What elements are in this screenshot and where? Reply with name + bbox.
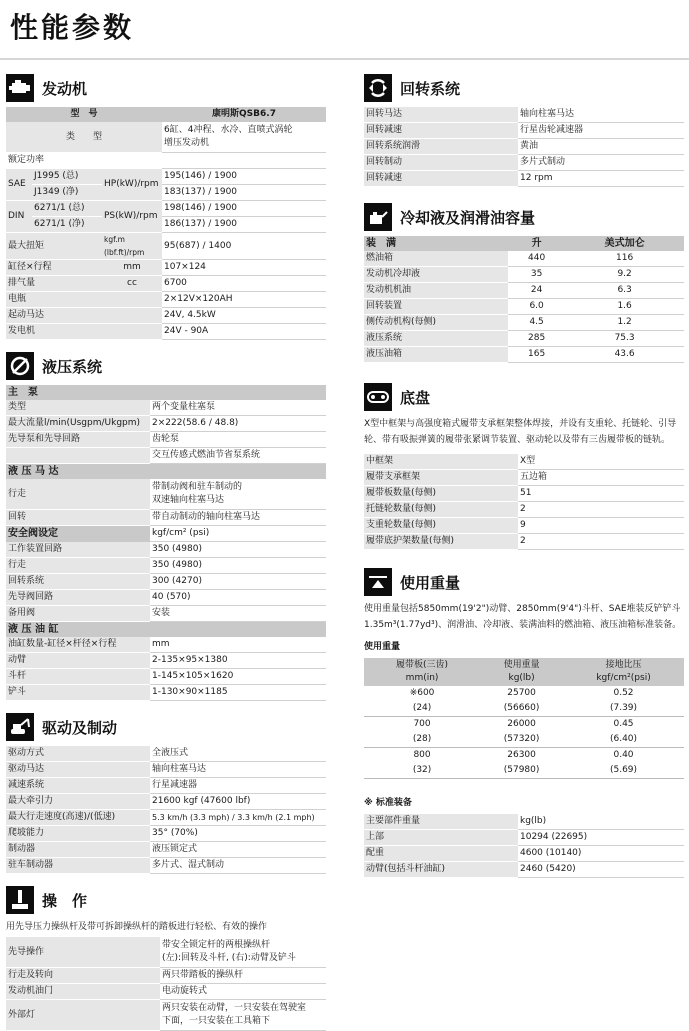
row-label — [6, 448, 150, 464]
table-row — [6, 292, 326, 308]
col-header: 升 — [508, 236, 565, 251]
row-label: 动臂 — [6, 653, 150, 669]
hp-unit: HP(kW)/rpm — [102, 169, 162, 201]
table-row — [6, 685, 326, 701]
shoe-width: 800 — [413, 750, 431, 760]
row-value: 300 (4270) — [150, 574, 326, 590]
table-row — [364, 107, 684, 123]
row-value: 齿轮泵 — [150, 432, 326, 448]
row-value: X型 — [518, 454, 684, 470]
row-value — [160, 937, 326, 968]
row-value: 轴向柱塞马达 — [150, 762, 326, 778]
table-row — [364, 267, 684, 283]
row-value-line-1: 两只安装在动臂，一只安装在驾驶室 — [162, 1003, 307, 1013]
row-label: 起动马达 — [6, 308, 162, 324]
table-row — [364, 347, 684, 363]
row-value-line-1: 带制动阀和驻车制动的 — [152, 482, 243, 492]
table-row — [6, 217, 326, 233]
weight-icon — [364, 568, 392, 596]
col-header-line-2: kgf/cm²(psi) — [596, 673, 651, 683]
model-label: 型 号 — [6, 107, 162, 122]
standard-equipment-heading: ※ 标准装备 — [364, 798, 412, 808]
engine-header-row — [6, 107, 326, 122]
row-label: 行走 — [6, 558, 150, 574]
row-label: 侧传动机构(每侧) — [364, 315, 508, 331]
row-label: 排气量 — [6, 276, 102, 292]
table-row — [6, 842, 326, 858]
row-label: 最大行走速度(高速)/(低速) — [6, 810, 150, 826]
row-value: 1-145×105×1620 — [150, 669, 326, 685]
right-column — [364, 74, 684, 878]
row-liters: 35 — [508, 267, 565, 283]
hydraulic-section-header — [6, 352, 326, 380]
sae-label: SAE — [6, 169, 32, 201]
col-header — [364, 658, 480, 686]
din-gross-label: 6271/1 (总) — [32, 201, 102, 217]
row-value: 24V - 90A — [162, 324, 326, 340]
row-label: 中框架 — [364, 454, 518, 470]
row-value: 350 (4980) — [150, 558, 326, 574]
row-value: 带自动制动的轴向柱塞马达 — [150, 510, 326, 526]
engine-type-line-2: 增压发动机 — [164, 138, 210, 148]
table-row — [6, 542, 326, 558]
standard-weight-table — [364, 814, 684, 878]
table-row — [6, 400, 326, 416]
row-label: 液压油箱 — [364, 347, 508, 363]
table-row — [6, 276, 326, 292]
row-label: 先导阀回路 — [6, 590, 150, 606]
row-label: 履带板数量(每侧) — [364, 486, 518, 502]
table-row — [6, 153, 326, 169]
row-value: 轴向柱塞马达 — [518, 107, 684, 123]
row-label: 回转减速 — [364, 123, 518, 139]
row-value: 两只带踏板的操纵杆 — [160, 968, 326, 984]
row-value: 10294 (22695) — [518, 830, 684, 846]
table-row — [364, 251, 684, 267]
row-liters: 24 — [508, 283, 565, 299]
row-label: 最大流量l/min(Usgpm/Ukgpm) — [6, 416, 150, 432]
operation-section-header — [6, 886, 326, 914]
row-value: 95(687) / 1400 — [162, 233, 326, 260]
table-row — [6, 762, 326, 778]
row-unit: mm — [102, 260, 162, 276]
table-row — [364, 171, 684, 187]
col-header-line-1: 接地比压 — [605, 660, 642, 670]
row-gallons: 1.2 — [565, 315, 684, 331]
table-row — [364, 862, 684, 878]
table-row — [364, 717, 684, 733]
operation-table — [6, 937, 326, 1031]
row-label: 油缸数量-缸径×杆径×行程 — [6, 637, 150, 653]
operating-weight: (57980) — [503, 765, 540, 775]
ground-pressure: (5.69) — [609, 765, 638, 775]
col-header-line-1: 履带板(三齿) — [396, 660, 449, 670]
table-row — [6, 574, 326, 590]
row-value-line-2: (左):回转及斗杆, (右):动臂及铲斗 — [162, 953, 296, 963]
table-row — [6, 653, 326, 669]
oil-can-icon — [364, 203, 392, 231]
ground-pressure: 0.40 — [613, 750, 634, 760]
table-row — [6, 510, 326, 526]
table-row — [6, 984, 326, 1000]
din-net-value: 186(137) / 1900 — [162, 217, 326, 233]
engine-section-header — [6, 74, 326, 102]
table-row — [364, 315, 684, 331]
row-value: 2×12V×120AH — [162, 292, 326, 308]
capacity-title: 冷却液及润滑油容量 — [400, 208, 536, 227]
drive-title: 驱动及制动 — [42, 718, 118, 737]
row-value: 107×124 — [162, 260, 326, 276]
hydraulic-table — [6, 385, 326, 701]
model-value: 康明斯QSB6.7 — [162, 107, 326, 122]
table-row — [364, 701, 684, 717]
table-row — [6, 826, 326, 842]
cylinder-head: 液 压 油 缸 — [6, 622, 326, 638]
ground-pressure: 0.45 — [613, 719, 634, 729]
shoe-width: (28) — [412, 734, 432, 744]
ground-pressure: (6.40) — [609, 734, 638, 744]
weight-description: 使用重量包括5850mm(19'2")动臂、2850mm(9'4")斗杆、SAE堆装反铲铲斗1.35m³(1.77yd³)、润滑油、冷却液、装满油料的燃油箱、液压油箱标准装备。 — [364, 604, 682, 630]
din-label: DIN — [6, 201, 32, 233]
din-gross-value: 198(146) / 1900 — [162, 201, 326, 217]
table-row — [364, 732, 684, 748]
row-liters: 4.5 — [508, 315, 565, 331]
engine-icon — [6, 74, 34, 102]
row-value: 1-130×90×1185 — [150, 685, 326, 701]
row-label: 回转装置 — [364, 299, 508, 315]
joystick-icon — [6, 886, 34, 914]
row-label: 先导泵和先导回路 — [6, 432, 150, 448]
table-row — [364, 686, 684, 701]
engine-type-value — [162, 122, 326, 153]
row-label: 驻车制动器 — [6, 858, 150, 874]
j1995-label: J1995 (总) — [32, 169, 102, 185]
table-row — [364, 518, 684, 534]
row-label: 减速系统 — [6, 778, 150, 794]
din-net-label: 6271/1 (净) — [32, 217, 102, 233]
row-value: 多片式、湿式制动 — [150, 858, 326, 874]
row-label: 动臂(包括斗杆油缸) — [364, 862, 518, 878]
chassis-section-header — [364, 383, 684, 411]
shoe-width: ※600 — [409, 688, 435, 698]
row-label: 履带底护架数量(每侧) — [364, 534, 518, 550]
table-row — [6, 416, 326, 432]
table-row — [6, 968, 326, 984]
track-icon — [364, 383, 392, 411]
row-value: 交互传感式燃油节省泵系统 — [150, 448, 326, 464]
drive-table — [6, 746, 326, 874]
rated-power-label: 额定功率 — [6, 153, 162, 169]
row-gallons: 43.6 — [565, 347, 684, 363]
engine-table — [6, 107, 326, 340]
row-label: 缸径×行程 — [6, 260, 102, 276]
capacity-section-header — [364, 203, 684, 231]
capacity-table — [364, 236, 684, 363]
weight-section-header — [364, 568, 684, 596]
j1349-label: J1349 (净) — [32, 185, 102, 201]
row-label: 最大扭矩 — [6, 233, 102, 260]
row-value: 40 (570) — [150, 590, 326, 606]
row-label: 主要部件重量 — [364, 814, 518, 830]
ground-pressure: 0.52 — [613, 688, 634, 698]
row-value: 35° (70%) — [150, 826, 326, 842]
row-liters: 285 — [508, 331, 565, 347]
row-value-line-2: 双速轴向柱塞马达 — [152, 495, 225, 505]
rotate-icon — [364, 74, 392, 102]
row-gallons: 116 — [565, 251, 684, 267]
col-header-line-1: 使用重量 — [503, 660, 540, 670]
row-gallons: 75.3 — [565, 331, 684, 347]
col-header-line-2: mm(in) — [405, 673, 439, 683]
row-value: 行星齿轮减速器 — [518, 123, 684, 139]
table-subheader — [6, 464, 326, 480]
table-row — [364, 534, 684, 550]
table-row — [6, 637, 326, 653]
row-value: 5.3 km/h (3.3 mph) / 3.3 km/h (2.1 mph) — [150, 810, 326, 826]
table-row — [6, 324, 326, 340]
row-value-line-2: 下面，一只安装在工具箱下 — [162, 1016, 271, 1026]
table-row — [6, 669, 326, 685]
table-row — [6, 448, 326, 464]
row-label: 制动器 — [6, 842, 150, 858]
shoe-width: 700 — [413, 719, 431, 729]
row-value: 9 — [518, 518, 684, 534]
col-header: 美式加仑 — [565, 236, 684, 251]
table-row — [6, 122, 326, 153]
table-row — [6, 201, 326, 217]
table-row — [6, 794, 326, 810]
row-value: 2 — [518, 534, 684, 550]
row-value: 6700 — [162, 276, 326, 292]
row-value — [160, 1000, 326, 1031]
table-row — [6, 479, 326, 510]
operation-intro: 用先导压力操纵杆及带可拆卸操纵杆的踏板进行轻松、有效的操作 — [6, 922, 268, 932]
table-row — [6, 606, 326, 622]
row-value: 多片式制动 — [518, 155, 684, 171]
table-row — [364, 846, 684, 862]
engine-type-label: 类 型 — [6, 122, 162, 153]
operating-weight: 26000 — [507, 719, 536, 729]
row-liters: 6.0 — [508, 299, 565, 315]
row-label: 回转 — [6, 510, 150, 526]
left-column — [6, 74, 326, 1031]
row-label: 电瓶 — [6, 292, 162, 308]
swing-table — [364, 107, 684, 187]
hydraulic-icon — [6, 352, 34, 380]
weight-subheading: 使用重量 — [364, 642, 401, 652]
table-row — [364, 470, 684, 486]
weight-table — [364, 658, 684, 779]
row-value: 12 rpm — [518, 171, 684, 187]
row-label: 发动机油门 — [6, 984, 160, 1000]
table-row — [364, 830, 684, 846]
table-row — [6, 169, 326, 185]
shoe-width: (24) — [412, 703, 432, 713]
table-row — [6, 937, 326, 968]
row-label: 回转马达 — [364, 107, 518, 123]
operating-weight: 26300 — [507, 750, 536, 760]
page-title: 性能参数 — [10, 11, 135, 44]
col-header — [480, 658, 563, 686]
row-value: 五边箱 — [518, 470, 684, 486]
row-label: 回转系统 — [6, 574, 150, 590]
table-row — [6, 233, 326, 260]
row-label: 上部 — [364, 830, 518, 846]
row-label: 燃油箱 — [364, 251, 508, 267]
table-row — [364, 139, 684, 155]
row-label: 发动机冷却液 — [364, 267, 508, 283]
table-subheader — [6, 526, 326, 542]
col-header: 装 满 — [364, 236, 508, 251]
chassis-table — [364, 454, 684, 550]
row-unit: kgf.m (lbf.ft)/rpm — [102, 233, 162, 260]
row-value: 21600 kgf (47600 lbf) — [150, 794, 326, 810]
table-row — [364, 123, 684, 139]
row-label: 回转减速 — [364, 171, 518, 187]
row-value: 两个变量柱塞泵 — [150, 400, 326, 416]
row-label: 发电机 — [6, 324, 162, 340]
operating-weight: 25700 — [507, 688, 536, 698]
table-row — [364, 763, 684, 779]
row-label: 液压系统 — [364, 331, 508, 347]
hydraulic-title: 液压系统 — [42, 357, 103, 376]
row-label: 驱动方式 — [6, 746, 150, 762]
row-value: 2460 (5420) — [518, 862, 684, 878]
table-row — [364, 486, 684, 502]
table-row — [6, 778, 326, 794]
row-label: 托链轮数量(每侧) — [364, 502, 518, 518]
row-value: 安装 — [150, 606, 326, 622]
row-label: 铲斗 — [6, 685, 150, 701]
row-value: 2-135×95×1380 — [150, 653, 326, 669]
col-header — [563, 658, 684, 686]
j1349-value: 183(137) / 1900 — [162, 185, 326, 201]
table-row — [6, 558, 326, 574]
engine-title: 发动机 — [42, 79, 88, 98]
table-row — [6, 810, 326, 826]
row-label: 履带支承框架 — [364, 470, 518, 486]
row-gallons: 9.2 — [565, 267, 684, 283]
table-row — [6, 590, 326, 606]
pump-head: 主 泵 — [6, 385, 326, 400]
title-divider — [0, 58, 689, 60]
row-value: 黄油 — [518, 139, 684, 155]
row-value: 350 (4980) — [150, 542, 326, 558]
row-label: 类型 — [6, 400, 150, 416]
swing-title: 回转系统 — [400, 79, 461, 98]
table-row — [6, 308, 326, 324]
row-liters: 165 — [508, 347, 565, 363]
engine-type-line-1: 6缸、4冲程、水冷、直喷式涡轮 — [164, 125, 293, 135]
row-label: 工作装置回路 — [6, 542, 150, 558]
row-value: 4600 (10140) — [518, 846, 684, 862]
table-subheader — [6, 385, 326, 400]
row-value: mm — [150, 637, 326, 653]
motor-head: 液 压 马 达 — [6, 464, 326, 480]
operating-weight: (56660) — [503, 703, 540, 713]
row-label: 回转系统润滑 — [364, 139, 518, 155]
row-gallons: 1.6 — [565, 299, 684, 315]
table-row — [6, 260, 326, 276]
row-unit: cc — [102, 276, 162, 292]
chassis-description: X型中框架与高强度箱式履带支承框架整体焊接，并设有支重轮、托链轮、引导轮、带有吸振弹簧的履带张紧调节装置、驱动轮以及带有三齿履带板的链轨。 — [364, 419, 677, 445]
row-value-line-1: 带安全锁定杆的两根操纵杆 — [162, 940, 271, 950]
ps-unit: PS(kW)/rpm — [102, 201, 162, 233]
capacity-header-row — [364, 236, 684, 251]
row-label: 外部灯 — [6, 1000, 160, 1031]
row-value: 2×222(58.6 / 48.8) — [150, 416, 326, 432]
chassis-title: 底盘 — [400, 388, 431, 407]
table-row — [364, 454, 684, 470]
table-row — [6, 432, 326, 448]
col-header-line-2: kg(lb) — [508, 673, 535, 683]
row-label: 行走 — [6, 479, 150, 510]
row-value: 24V, 4.5kW — [162, 308, 326, 324]
table-row — [364, 299, 684, 315]
weight-header-row — [364, 658, 684, 686]
j1995-value: 195(146) / 1900 — [162, 169, 326, 185]
row-label: 配重 — [364, 846, 518, 862]
row-value — [150, 479, 326, 510]
table-row — [6, 185, 326, 201]
valve-head: 安全阀设定 — [6, 526, 150, 542]
table-row — [364, 283, 684, 299]
row-label: 支重轮数量(每侧) — [364, 518, 518, 534]
drive-section-header — [6, 713, 326, 741]
table-row — [6, 746, 326, 762]
swing-section-header — [364, 74, 684, 102]
row-label: 先导操作 — [6, 937, 160, 968]
row-label: 驱动马达 — [6, 762, 150, 778]
table-row — [364, 155, 684, 171]
table-row — [364, 331, 684, 347]
row-label: 行走及转向 — [6, 968, 160, 984]
weight-title: 使用重量 — [400, 573, 461, 592]
operating-weight: (57320) — [503, 734, 540, 744]
row-liters: 440 — [508, 251, 565, 267]
row-value: 51 — [518, 486, 684, 502]
ground-pressure: (7.39) — [609, 703, 638, 713]
row-label: 斗杆 — [6, 669, 150, 685]
row-label: 发动机机油 — [364, 283, 508, 299]
table-row — [364, 502, 684, 518]
row-label: 最大牵引力 — [6, 794, 150, 810]
table-row — [364, 748, 684, 764]
row-label: 爬坡能力 — [6, 826, 150, 842]
row-label: 备用阀 — [6, 606, 150, 622]
valve-unit: kgf/cm² (psi) — [150, 526, 326, 542]
row-value: 全液压式 — [150, 746, 326, 762]
table-row — [364, 814, 684, 830]
row-value: 液压锁定式 — [150, 842, 326, 858]
row-gallons: 6.3 — [565, 283, 684, 299]
shoe-width: (32) — [412, 765, 432, 775]
operation-title: 操 作 — [42, 891, 88, 910]
row-label: 回转制动 — [364, 155, 518, 171]
row-value: 行星减速器 — [150, 778, 326, 794]
row-value: kg(lb) — [518, 814, 684, 830]
table-row — [6, 1000, 326, 1031]
row-value: 2 — [518, 502, 684, 518]
excavator-icon — [6, 713, 34, 741]
table-row — [6, 858, 326, 874]
row-value: 电动旋转式 — [160, 984, 326, 1000]
table-subheader — [6, 622, 326, 638]
